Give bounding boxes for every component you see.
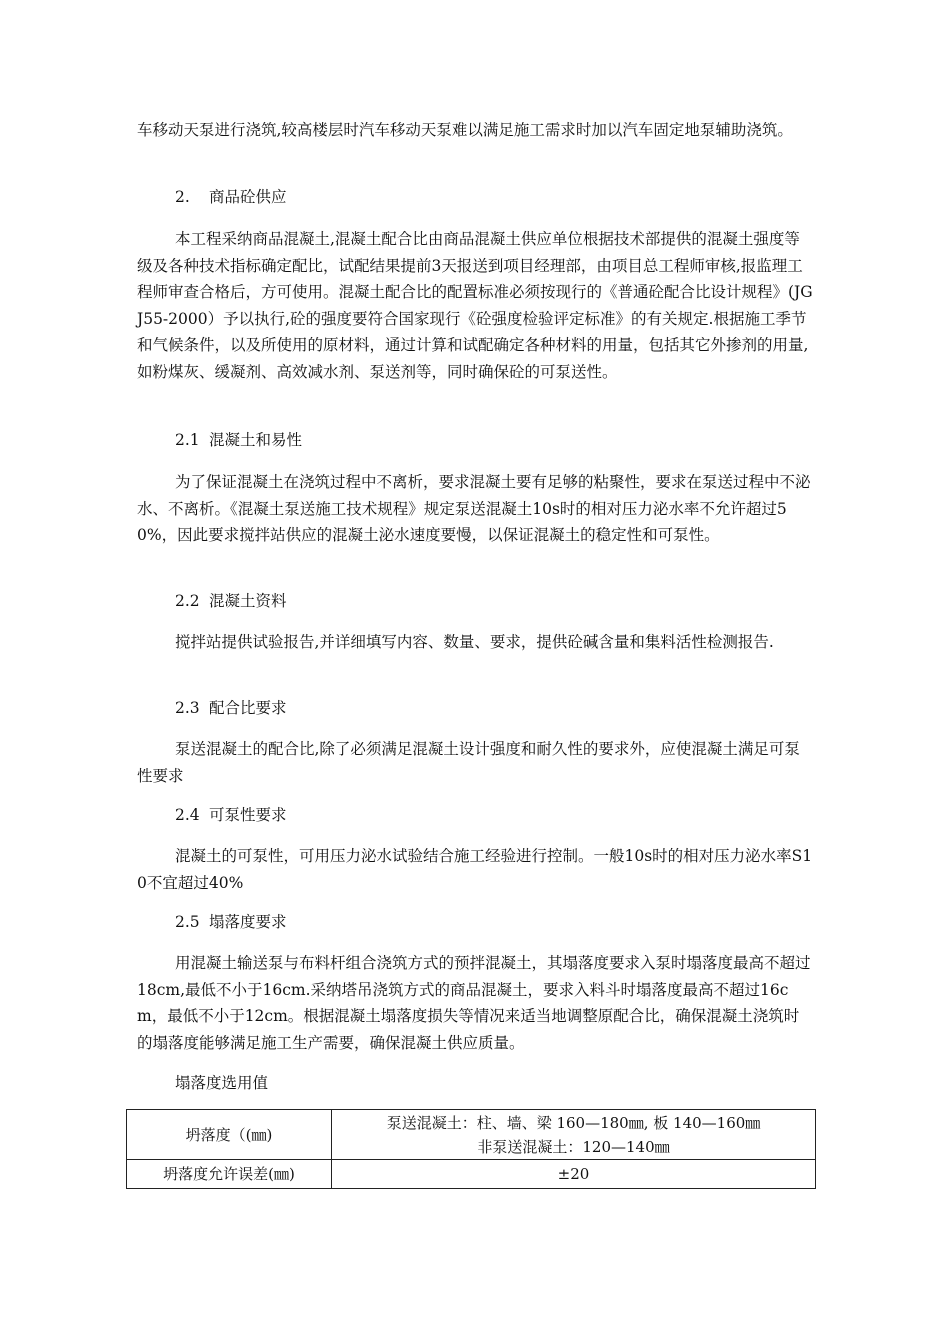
heading-2-1 xyxy=(175,427,302,453)
table-cell-label: 坍落度（(㎜) xyxy=(127,1110,332,1160)
heading-2-4 xyxy=(175,802,287,828)
table-row xyxy=(127,1110,816,1160)
paragraph-slump: 用混凝土输送泵与布料杆组合浇筑方式的预拌混凝土，其塌落度要求入泵时塌落度最高不超过18cm,最低不小于16cm.采纳塔吊浇筑方式的商品混凝土，要求入料斗时塌落度最高不超过16cm，最低不小于12cm。根据混凝土塌落度损失等情况来适当地调整原配合比，确保混凝土浇筑时的塌落度能够满足施工生产需要，确保混凝土供应质量。 xyxy=(137,954,811,1052)
table-cell-value: ±20 xyxy=(332,1160,816,1189)
table-row xyxy=(127,1160,816,1189)
heading-number: 2.2 xyxy=(175,592,200,610)
table-cell-line: 非泵送混凝土：120—140㎜ xyxy=(477,1137,670,1156)
heading-number: 2. xyxy=(175,188,190,206)
paragraph-pump-pouring: 车移动天泵进行浇筑,较高楼层时汽车移动天泵难以满足施工需求时加以汽车固定地泵辅助浇筑。 xyxy=(137,121,793,139)
heading-text: 混凝土和易性 xyxy=(209,431,303,449)
table-cell-value xyxy=(332,1110,816,1160)
heading-number: 2.1 xyxy=(175,431,200,449)
heading-2-2 xyxy=(175,588,287,614)
slump-table xyxy=(126,1109,816,1189)
heading-text: 混凝土资料 xyxy=(209,592,287,610)
paragraph-commercial-concrete: 本工程采纳商品混凝土,混凝土配合比由商品混凝土供应单位根据技术部提供的混凝土强度等级及各种技术指标确定配比，试配结果提前3天报送到项目经理部，由项目总工程师审核,报监理工程师审查合格后，方可使用。混凝土配合比的配置标准必须按现行的《普通砼配合比设计规程》(JGJ55-2000）予以执行,砼的强度要符合国家现行《砼强度检验评定标准》的有关规定.根据施工季节和气候条件，以及所使用的原材料，通过计算和试配确定各种材料的用量，包括其它外掺剂的用量,如粉煤灰、缓凝剂、高效减水剂、泵送剂等，同时确保砼的可泵送性。 xyxy=(137,230,813,381)
heading-text: 塌落度要求 xyxy=(209,913,287,931)
heading-text: 商品砼供应 xyxy=(209,188,287,206)
heading-2-5 xyxy=(175,909,287,935)
heading-number: 2.4 xyxy=(175,806,200,824)
table-caption: 塌落度选用值 xyxy=(175,1074,269,1092)
heading-number: 2.3 xyxy=(175,699,200,717)
paragraph-materials: 搅拌站提供试验报告,并详细填写内容、数量、要求，提供砼碱含量和集料活性检测报告. xyxy=(175,633,774,651)
table-cell-label: 坍落度允许误差(㎜) xyxy=(127,1160,332,1189)
paragraph-pumpability: 混凝土的可泵性，可用压力泌水试验结合施工经验进行控制。一般10s时的相对压力泌水率S10不宜超过40% xyxy=(137,847,813,892)
table-cell-line: 泵送混凝土：柱、墙、梁 160—180㎜, 板 140—160㎜ xyxy=(386,1113,761,1132)
paragraph-mix-ratio: 泵送混凝土的配合比,除了必须满足混凝土设计强度和耐久性的要求外，应使混凝土满足可泵性要求 xyxy=(137,740,800,785)
paragraph-workability: 为了保证混凝土在浇筑过程中不离析，要求混凝土要有足够的粘聚性，要求在泵送过程中不泌水、不离析。《混凝土泵送施工技术规程》规定泵送混凝土10s时的相对压力泌水率不允许超过50%，因此要求搅拌站供应的混凝土泌水速度要慢，以保证混凝土的稳定性和可泵性。 xyxy=(137,473,811,544)
heading-number: 2.5 xyxy=(175,913,200,931)
heading-2 xyxy=(175,184,287,210)
heading-text: 配合比要求 xyxy=(209,699,287,717)
heading-2-3 xyxy=(175,695,287,721)
heading-text: 可泵性要求 xyxy=(209,806,287,824)
